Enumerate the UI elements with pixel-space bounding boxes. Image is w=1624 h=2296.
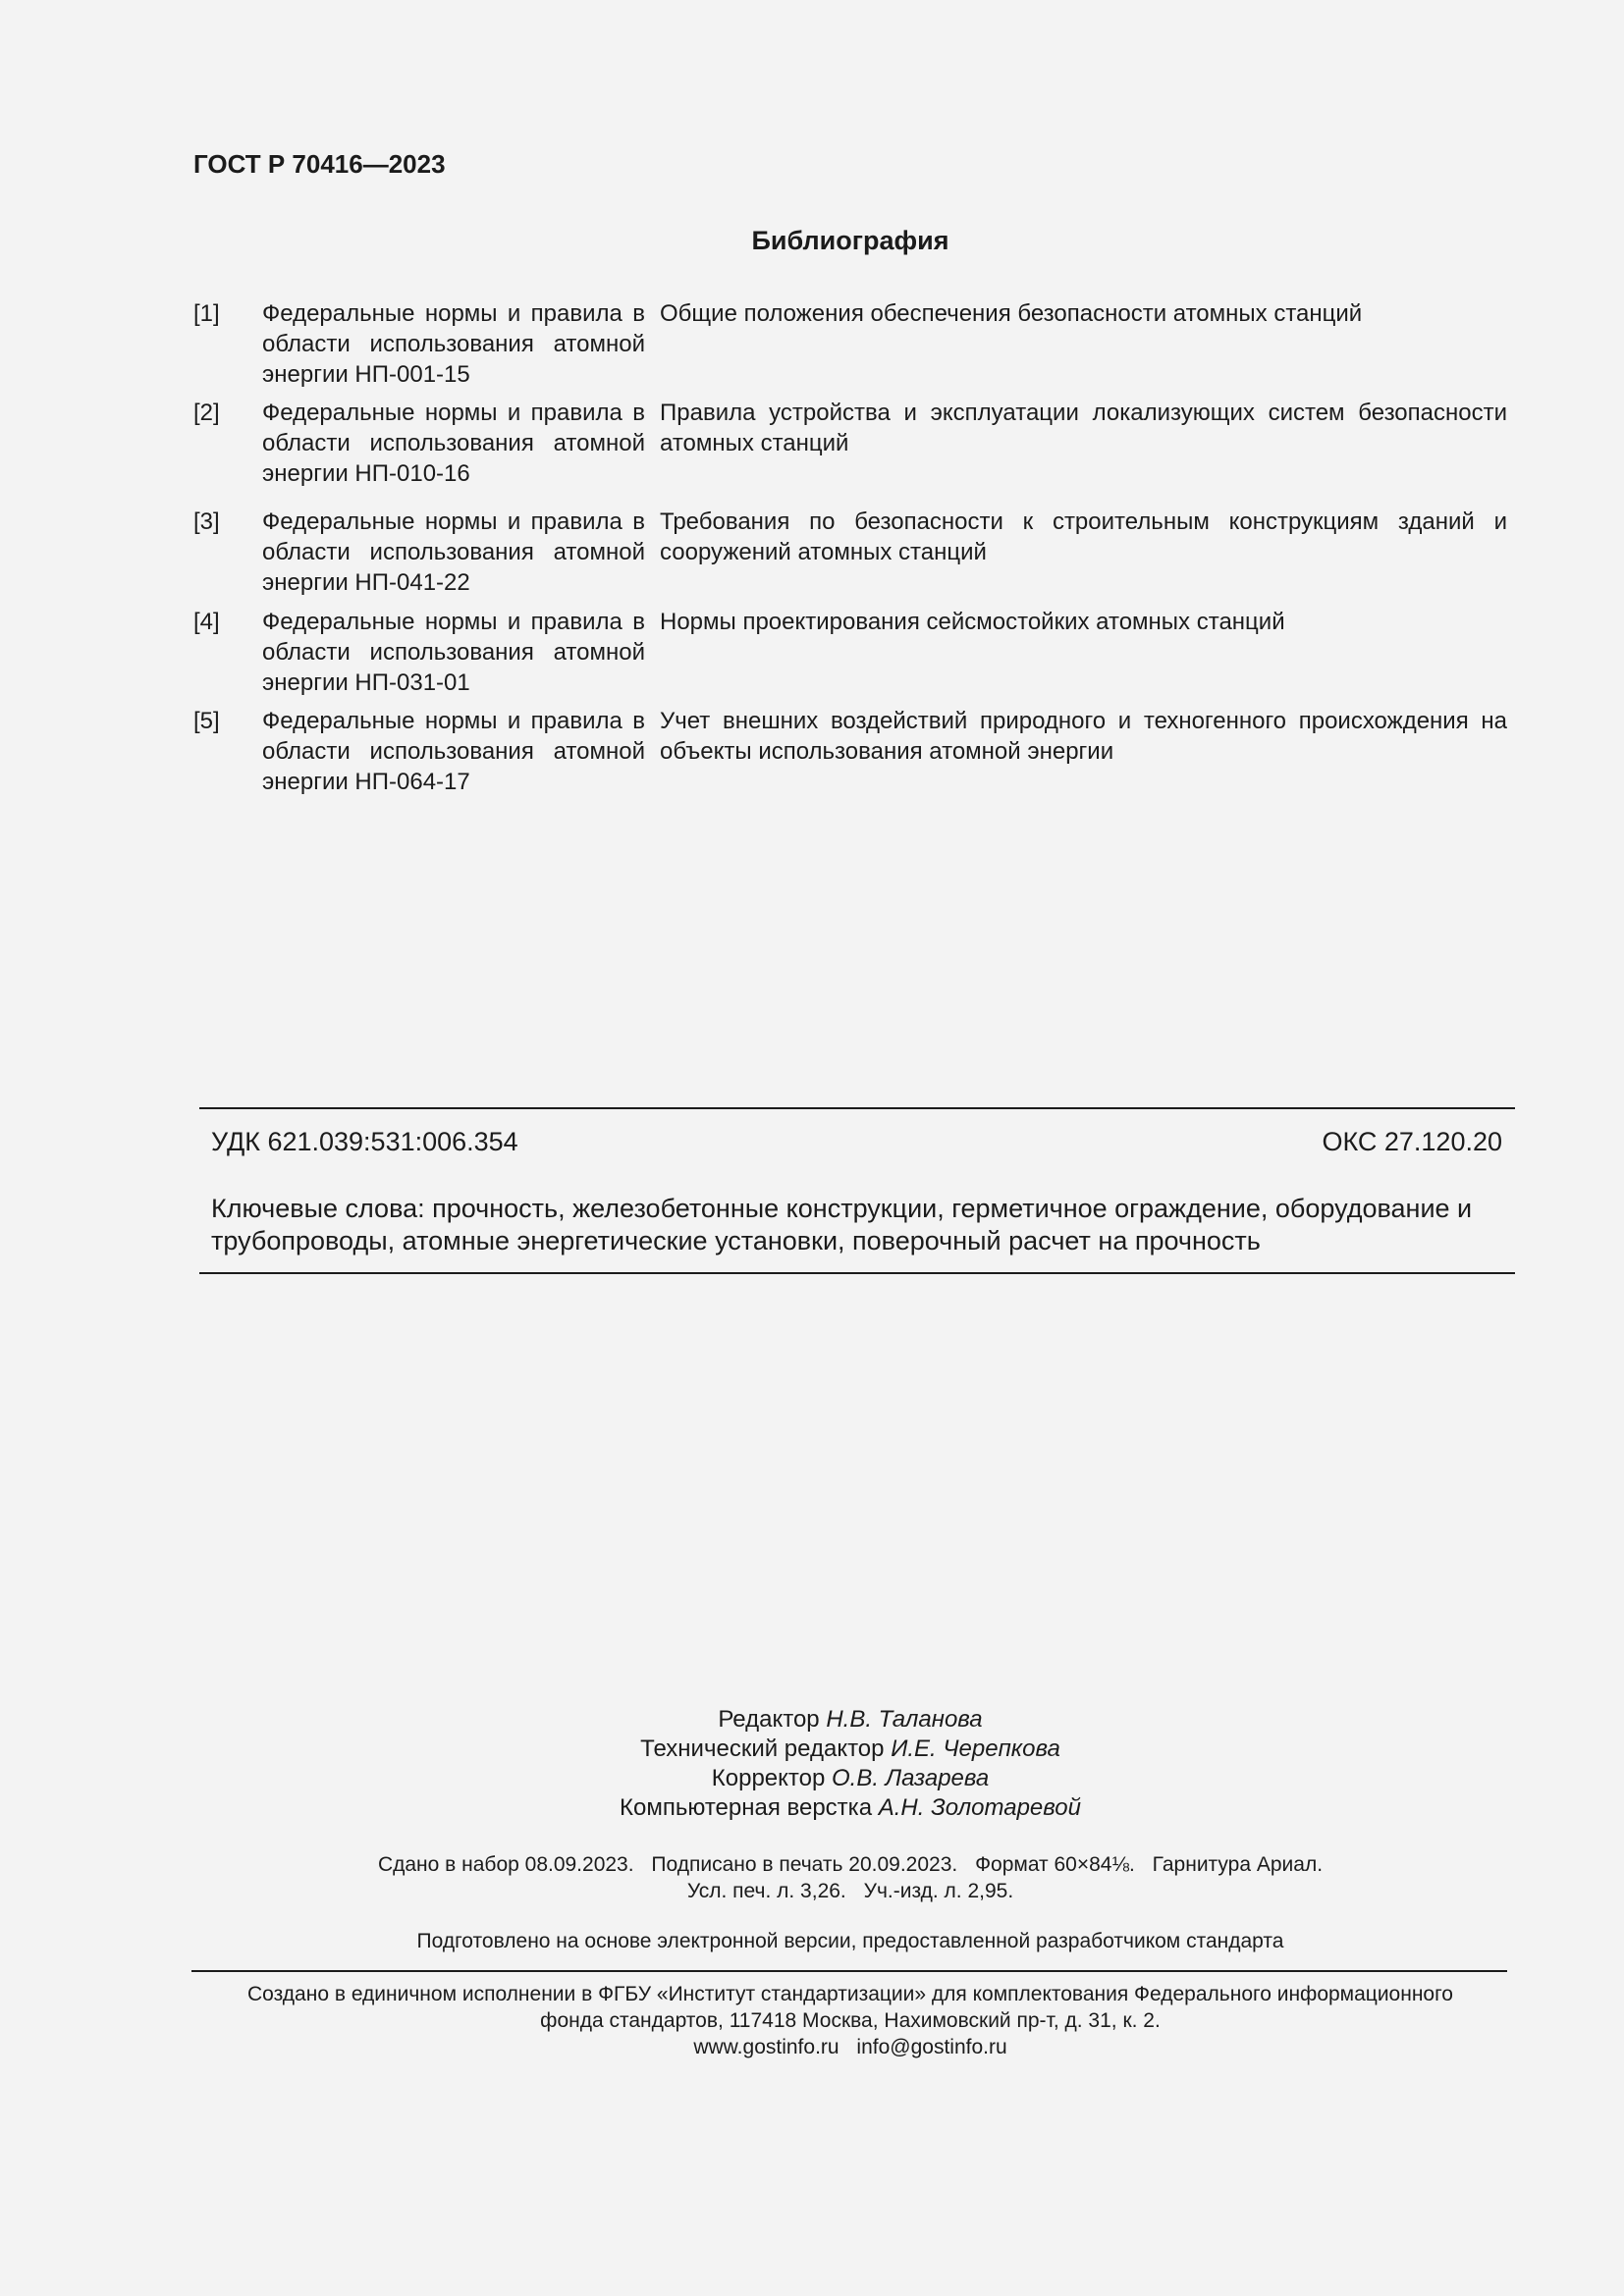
entry-source: Федеральные нормы и правила в области использования атомной энергии НП-064-17: [262, 708, 645, 795]
format: Формат 60×84⅛.: [975, 1853, 1135, 1876]
credit-layout: [0, 1793, 1624, 1823]
credit-name: Н.В. Таланова: [826, 1706, 983, 1733]
footer-divider: [191, 1970, 1507, 1972]
entry-source: Федеральные нормы и правила в области использования атомной энергии НП-041-22: [262, 508, 645, 596]
credit-proofreader: [0, 1764, 1624, 1793]
entry-title: Требования по безопасности к строительным конструкциям зданий и сооружений атомных станций: [660, 508, 1507, 565]
entry-title: Общие положения обеспечения безопасности атомных станций: [660, 300, 1363, 327]
credit-role: Редактор: [718, 1706, 820, 1733]
credit-role: Компьютерная верстка: [620, 1794, 873, 1821]
entry-source: Федеральные нормы и правила в области использования атомной энергии НП-001-15: [262, 300, 645, 388]
publ-sheets: Уч.-изд. л. 2,95.: [863, 1880, 1014, 1902]
signed-date: Подписано в печать 20.09.2023.: [651, 1853, 958, 1876]
entry-title: Учет внешних воздействий природного и техногенного происхождения на объекты использования атомной энергии: [660, 708, 1507, 765]
credit-name: И.Е. Черепкова: [891, 1735, 1060, 1762]
entry-number: [4]: [193, 609, 220, 635]
credits: [0, 1705, 1624, 1823]
bibliography-title: Библиография: [751, 226, 949, 255]
credit-name: О.В. Лазарева: [832, 1765, 990, 1791]
oks-code: ОКС 27.120.20: [1322, 1127, 1502, 1156]
credit-name: А.Н. Золотаревой: [878, 1794, 1081, 1821]
credit-editor: [0, 1705, 1624, 1735]
document-code: ГОСТ Р 70416—2023: [193, 149, 446, 179]
submitted-date: Сдано в набор 08.09.2023.: [377, 1853, 634, 1876]
print-info: [0, 1851, 1624, 1904]
entry-number: [2]: [193, 400, 220, 426]
entry-title: Нормы проектирования сейсмостойких атомных станций: [660, 609, 1285, 635]
footer: [0, 1981, 1624, 2060]
footer-line-2: фонда стандартов, 117418 Москва, Нахимовский пр-т, д. 31, к. 2.: [540, 2009, 1161, 2032]
email-link[interactable]: info@gostinfo.ru: [856, 2036, 1007, 2058]
entry-source: Федеральные нормы и правила в области использования атомной энергии НП-031-01: [262, 609, 645, 696]
credit-role: Корректор: [711, 1765, 826, 1791]
typeface: Гарнитура Ариал.: [1152, 1853, 1324, 1876]
keywords: Ключевые слова: прочность, железобетонные конструкции, герметичное ограждение, оборудование и трубопроводы, атомные энергетические установки, поверочный расчет на прочность: [211, 1194, 1473, 1255]
entry-number: [1]: [193, 300, 220, 327]
bottom-divider: [199, 1272, 1515, 1274]
entry-number: [5]: [193, 708, 220, 734]
entry-title: Правила устройства и эксплуатации локализующих систем безопасности атомных станций: [660, 400, 1507, 456]
udk-code: УДК 621.039:531:006.354: [211, 1127, 518, 1156]
print-sheets: Усл. печ. л. 3,26.: [686, 1880, 846, 1902]
footer-line-1: Создано в единичном исполнении в ФГБУ «Институт стандартизации» для комплектования Федерального информационного: [247, 1983, 1453, 2005]
entry-number: [3]: [193, 508, 220, 535]
prepared-note: Подготовлено на основе электронной версии, предоставленной разработчиком стандарта: [416, 1930, 1284, 1952]
credit-tech-editor: [0, 1735, 1624, 1764]
credit-role: Технический редактор: [640, 1735, 885, 1762]
website-link[interactable]: www.gostinfo.ru: [693, 2036, 839, 2058]
entry-source: Федеральные нормы и правила в области использования атомной энергии НП-010-16: [262, 400, 645, 487]
top-divider: [199, 1107, 1515, 1109]
